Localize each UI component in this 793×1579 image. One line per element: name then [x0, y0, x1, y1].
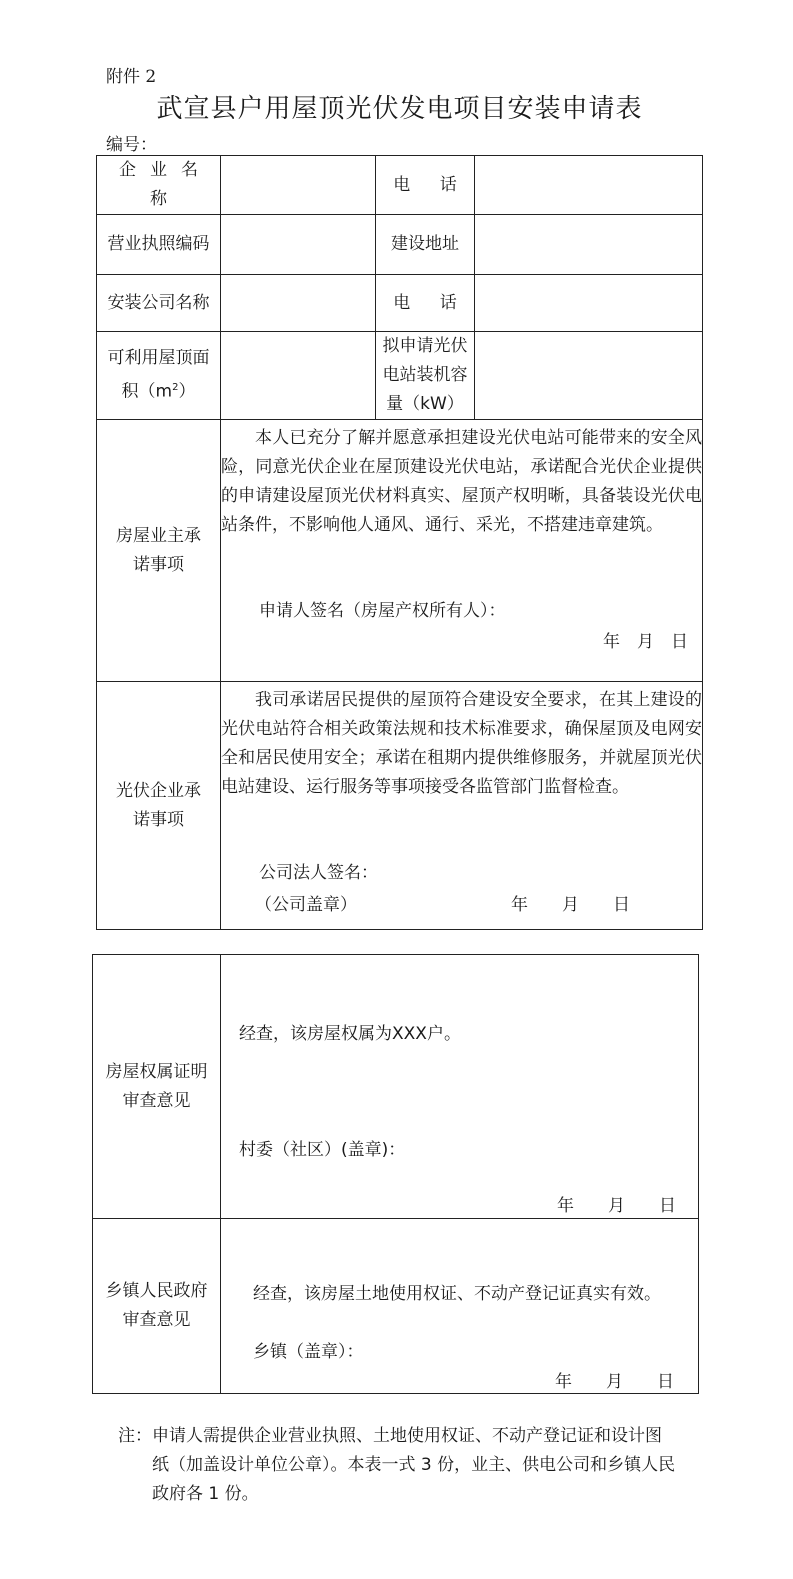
village-seal-label: 村委（社区）(盖章)： — [239, 1140, 406, 1160]
install-company-label: 安装公司名称 — [97, 275, 221, 332]
enterprise-commitment-cell — [221, 682, 703, 930]
enterprise-commitment-label: 光伏企业承诺事项 — [97, 682, 221, 930]
business-license-field[interactable] — [221, 215, 376, 275]
phone-field[interactable] — [475, 156, 703, 215]
footnote-text: 申请人需提供企业营业执照、土地使用权证、不动产登记证和设计图纸（加盖设计单位公章）。本表一式 3 份，业主、供电公司和乡镇人民政府各 1 份。 — [152, 1426, 676, 1504]
property-review-cell — [221, 955, 699, 1219]
phone-label: 电 话 — [376, 156, 475, 215]
install-phone-label: 电 话 — [376, 275, 475, 332]
serial-number-label: 编号： — [106, 135, 157, 155]
property-review-date: 年 月 日 — [557, 1196, 676, 1216]
roof-area-field[interactable] — [221, 332, 376, 420]
form-title: 武宣县户用屋顶光伏发电项目安装申请表 — [156, 94, 643, 124]
town-review-text: 经查，该房屋土地使用权证、不动产登记证真实有效。 — [253, 1284, 661, 1304]
town-review-cell — [221, 1219, 699, 1394]
capacity-label: 拟申请光伏电站装机容量（kW） — [376, 332, 475, 420]
legal-rep-signature-label: 公司法人签名： — [259, 863, 378, 883]
town-review-date: 年 月 日 — [555, 1372, 674, 1392]
attachment-label: 附件 2 — [106, 67, 157, 87]
capacity-field[interactable] — [475, 332, 703, 420]
company-seal-label: （公司盖章） — [255, 895, 357, 915]
property-review-label: 房屋权属证明审查意见 — [93, 955, 221, 1219]
construction-address-field[interactable] — [475, 215, 703, 275]
review-table — [92, 954, 699, 1394]
construction-address-label: 建设地址 — [376, 215, 475, 275]
footnote — [118, 1422, 688, 1509]
town-review-label: 乡镇人民政府审查意见 — [93, 1219, 221, 1394]
company-name-field[interactable] — [221, 156, 376, 215]
town-seal-label: 乡镇（盖章）： — [253, 1342, 364, 1362]
owner-date: 年 月 日 — [603, 632, 688, 652]
application-table — [96, 155, 703, 930]
footnote-prefix: 注： — [118, 1426, 152, 1446]
install-phone-field[interactable] — [475, 275, 703, 332]
owner-commitment-cell — [221, 420, 703, 682]
applicant-signature-label: 申请人签名（房屋产权所有人）： — [259, 601, 506, 621]
enterprise-date: 年 月 日 — [511, 895, 630, 915]
company-name-label: 企业名称 — [97, 156, 221, 215]
roof-area-label: 可利用屋顶面积$(m^2)$ — [97, 332, 221, 420]
install-company-field[interactable] — [221, 275, 376, 332]
owner-commitment-text: 本人已充分了解并愿意承担建设光伏电站可能带来的安全风险，同意光伏企业在屋顶建设光伏电站，承诺配合光伏企业提供的申请建设屋顶光伏材料真实、屋顶产权明晰，具备装设光伏电站条件，不影响他人通风、通行、采光，不搭建违章建筑。 — [221, 428, 702, 535]
owner-commitment-label: 房屋业主承诺事项 — [97, 420, 221, 682]
enterprise-commitment-text: 我司承诺居民提供的屋顶符合建设安全要求，在其上建设的光伏电站符合相关政策法规和技术标准要求，确保屋顶及电网安全和居民使用安全；承诺在租期内提供维修服务，并就屋顶光伏电站建设、运行服务等事项接受各监管部门监督检查。 — [221, 690, 702, 797]
business-license-label: 营业执照编码 — [97, 215, 221, 275]
property-review-text: 经查，该房屋权属为XXX户。 — [239, 1024, 461, 1044]
